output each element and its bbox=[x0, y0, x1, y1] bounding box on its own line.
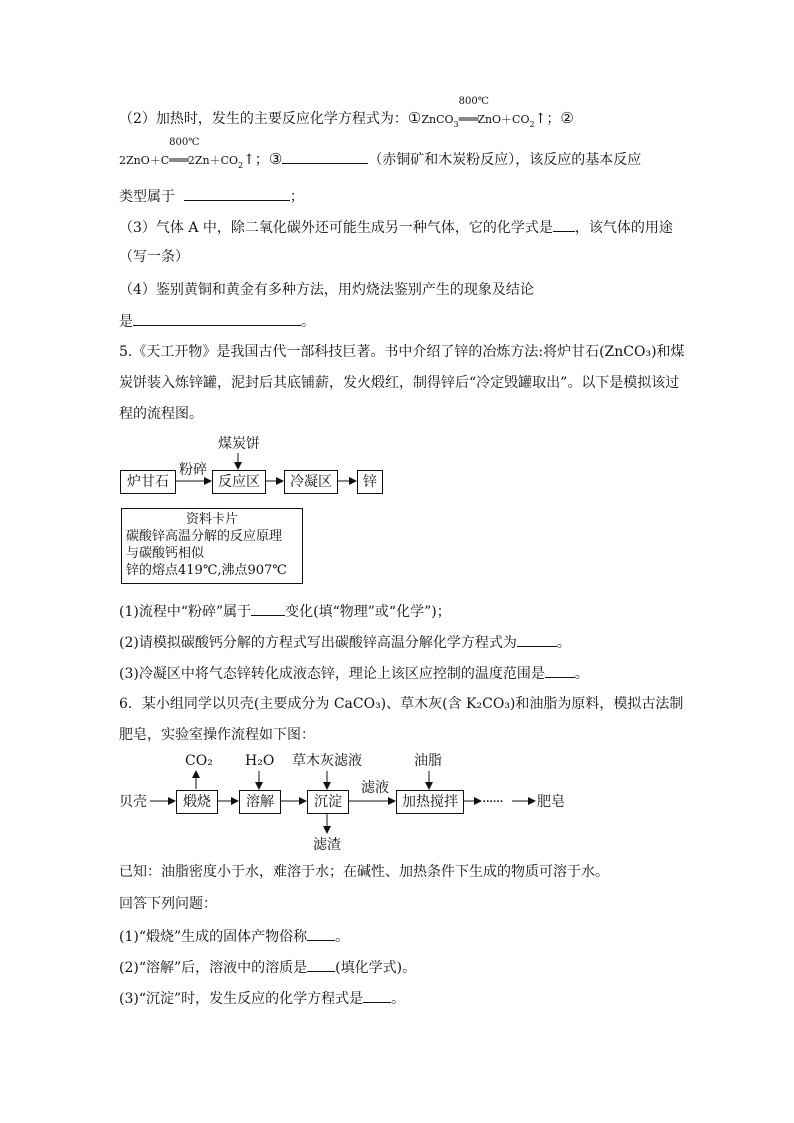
q6-ash-filtrate-label: 草木灰滤液 bbox=[292, 753, 362, 769]
q6-sub2-blank[interactable] bbox=[307, 957, 335, 972]
q5-sub3-text: (3)冷凝区中将气态锌转化成液态锌，理论上该区应控制的温度范围是 bbox=[119, 666, 545, 682]
q6-box-precipitate: 沉淀 bbox=[307, 790, 349, 814]
q6-sub3-text: (3)“沉淀”时，发生反应的化学方程式是 bbox=[119, 991, 364, 1007]
q6-sub2-tail: (填化学式)。 bbox=[335, 960, 417, 976]
q4-part3-text-c: （写一条） bbox=[119, 249, 189, 265]
eq2-tail: ↑； bbox=[243, 152, 269, 168]
q6-sub3-blank[interactable] bbox=[363, 988, 391, 1003]
eq1-condition-text: 800℃ bbox=[458, 96, 489, 107]
q6-answer-prompt: 回答下列问题： bbox=[119, 896, 217, 912]
q4-part2-prefix: （2）加热时，发生的主要反应化学方程式为： bbox=[119, 111, 408, 127]
q6-sub3 bbox=[119, 988, 405, 1009]
q4-part4-line2 bbox=[119, 311, 315, 332]
eq2-right-sub: 2 bbox=[238, 160, 244, 170]
eq1-right: ZnO＋CO bbox=[477, 113, 530, 126]
q5-sub2 bbox=[119, 632, 571, 653]
q6-end-soap: 肥皂 bbox=[537, 794, 565, 810]
q5-box-condenser: 冷凝区 bbox=[284, 470, 338, 494]
q6-sub3-tail: 。 bbox=[391, 991, 406, 1007]
q4-part3-line2 bbox=[119, 247, 189, 267]
q5-sub1 bbox=[119, 601, 451, 622]
q6-h2o-label: H₂O bbox=[245, 753, 275, 769]
q6-sub1-tail: 。 bbox=[335, 929, 350, 945]
eq2-condition-text: 800℃ bbox=[169, 137, 200, 148]
q5-sub1-text: (1)流程中“粉碎”属于 bbox=[119, 604, 252, 620]
q6-sub2 bbox=[119, 957, 416, 978]
q6-stem-line2: 肥皂，实验室操作流程如下图： bbox=[119, 727, 315, 743]
q6-stem-line1: 6．某小组同学以贝壳(主要成分为 CaCO₃)、草木灰(含 K₂CO₃)和油脂为原料，模拟古法制 bbox=[119, 696, 684, 712]
q6-dots: ······ bbox=[482, 794, 503, 810]
q5-stem-line3: 程的流程图。 bbox=[119, 406, 203, 422]
reaction-type-label: 类型属于 bbox=[119, 189, 175, 205]
gas-formula-blank[interactable] bbox=[553, 217, 575, 232]
reaction-type-blank[interactable] bbox=[184, 186, 290, 201]
q5-box-reaction-zone: 反应区 bbox=[212, 470, 266, 494]
q4-part3-text-b: ，该气体的用途 bbox=[574, 220, 673, 236]
q6-sub1 bbox=[119, 926, 349, 947]
q5-sub3-blank[interactable] bbox=[545, 663, 575, 678]
q4-part4-text-b: 是 bbox=[119, 314, 133, 330]
q5-box-zinc: 锌 bbox=[357, 470, 383, 494]
phenomenon-blank[interactable] bbox=[133, 311, 301, 326]
info-card-line1: 碳酸锌高温分解的反应原理 bbox=[126, 529, 283, 544]
q6-sub1-blank[interactable] bbox=[307, 926, 335, 941]
eq1-right-sub: 2 bbox=[529, 119, 535, 129]
q6-sub1-text: (1)“煅烧”生成的固体产物俗称 bbox=[119, 929, 308, 945]
eq1-equals-sign: ═══ bbox=[458, 112, 478, 126]
q5-sub1-tail: 变化(填“物理”或“化学”)； bbox=[285, 604, 451, 620]
q5-stem-line2: 炭饼装入炼锌罐，泥封后其底铺薪，发火煅红，制得锌后“冷定毁罐取出”。以下是模拟该过 bbox=[119, 375, 680, 391]
eq3-note: （赤铜矿和木炭粉反应），该反应的基本反应 bbox=[368, 152, 642, 168]
q4-part4-end: 。 bbox=[301, 314, 315, 330]
circled-1: ① bbox=[407, 109, 422, 127]
q5-sub3-tail: 。 bbox=[574, 666, 589, 682]
q6-filtrate-label: 滤液 bbox=[361, 780, 389, 796]
q5-sub3 bbox=[119, 663, 589, 684]
q5-crush-label: 粉碎 bbox=[179, 462, 207, 478]
q6-box-dissolve: 溶解 bbox=[239, 790, 281, 814]
eq1-left-sub: 3 bbox=[453, 119, 459, 129]
q6-co2-label: CO₂ bbox=[185, 753, 213, 769]
q5-info-card bbox=[121, 508, 303, 584]
q5-sub2-tail: 。 bbox=[556, 635, 571, 651]
eq2-equals-sign: ═══ bbox=[169, 153, 188, 167]
reaction-type-end: ； bbox=[289, 189, 304, 205]
q5-input-coal: 煤炭饼 bbox=[218, 436, 260, 452]
eq1-condition bbox=[458, 96, 489, 129]
q6-box-calcine: 煅烧 bbox=[176, 790, 218, 814]
eq2-right: 2Zn＋CO bbox=[187, 154, 239, 167]
q4-part3-text-a: （3）气体 A 中，除二氧化碳外还可能生成另一种气体，它的化学式是 bbox=[119, 220, 553, 236]
circled-2: ② bbox=[560, 109, 574, 127]
q5-box-calamine: 炉甘石 bbox=[120, 470, 176, 494]
eq3-answer-blank[interactable] bbox=[282, 149, 368, 164]
eq1-left: ZnCO bbox=[421, 113, 454, 126]
eq2-condition bbox=[169, 137, 200, 170]
q5-stem-line1: 5.《天工开物》是我国古代一部科技巨著。书中介绍了锌的冶炼方法:将炉甘石(ZnCO₃)和煤 bbox=[119, 344, 685, 360]
eq2-left: 2ZnO＋C bbox=[119, 154, 170, 167]
q6-known: 已知：油脂密度小于水，难溶于水；在碱性、加热条件下生成的物质可溶于水。 bbox=[119, 864, 609, 880]
info-card-line2: 与碳酸钙相似 bbox=[126, 546, 205, 561]
q5-sub1-blank[interactable] bbox=[251, 601, 285, 616]
q5-sub2-blank[interactable] bbox=[517, 632, 557, 647]
q6-box-heat-stir: 加热搅拌 bbox=[396, 790, 464, 814]
info-card-line3: 锌的熔点419℃,沸点907℃ bbox=[126, 563, 287, 578]
q4-part2-line2 bbox=[119, 137, 642, 176]
q4-part2-line1 bbox=[119, 96, 574, 135]
q6-sub2-text: (2)“溶解”后，溶液中的溶质是 bbox=[119, 960, 308, 976]
q4-type-line bbox=[119, 186, 304, 207]
q5-sub2-text: (2)请模拟碳酸钙分解的方程式写出碳酸锌高温分解化学方程式为 bbox=[119, 635, 517, 651]
q4-part3-line1 bbox=[119, 217, 673, 238]
q4-part4-line1 bbox=[119, 280, 534, 300]
q6-residue-label: 滤渣 bbox=[313, 837, 341, 853]
q6-start-shell: 贝壳 bbox=[119, 794, 147, 810]
q4-part4-text-a: （4）鉴别黄铜和黄金有多种方法，用灼烧法鉴别产生的现象及结论 bbox=[119, 282, 534, 298]
info-card-title: 资料卡片 bbox=[185, 512, 238, 527]
q6-oil-label: 油脂 bbox=[414, 753, 442, 769]
eq1-up: ↑； bbox=[534, 111, 561, 127]
circled-3: ③ bbox=[268, 150, 283, 168]
